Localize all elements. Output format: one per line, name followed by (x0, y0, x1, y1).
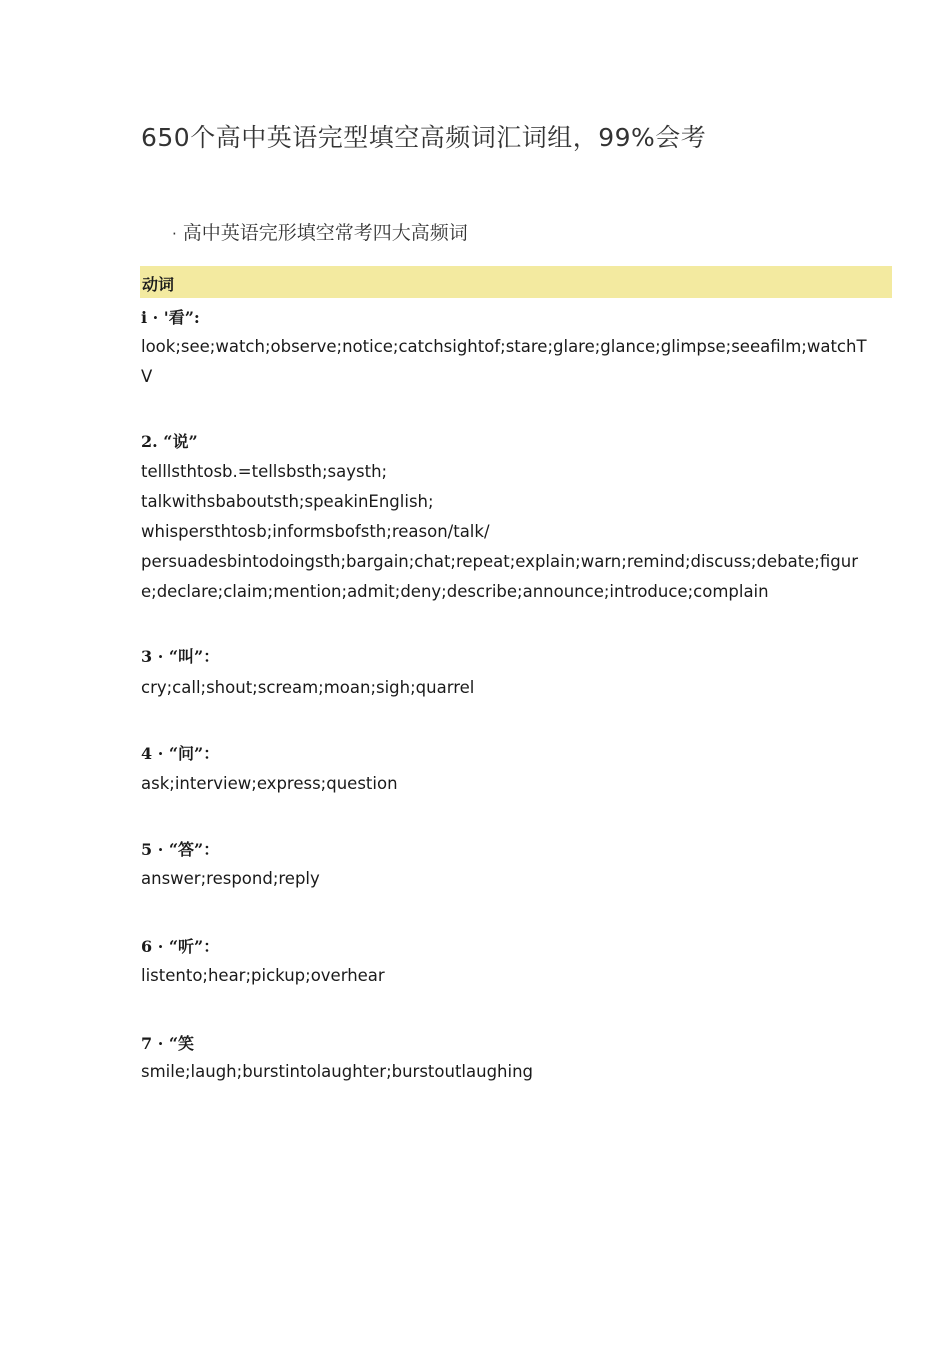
group-heading-listen: 6 · “听”： (141, 937, 220, 956)
group-words-call (141, 673, 891, 703)
word-line: listento;hear;pickup;overhear (141, 966, 385, 985)
bullet-icon: · (172, 225, 177, 243)
word-line: talkwithsbaboutsth;speakinEnglish; (141, 492, 434, 511)
group-words-answer (141, 864, 891, 894)
group-heading-call: 3 · “叫”： (141, 647, 220, 666)
word-line: telllsthtosb.=tellsbsth;saysth; (141, 462, 388, 481)
word-line: V (141, 367, 153, 386)
group-words-ask (141, 769, 891, 799)
section-label: 动词 (142, 275, 175, 294)
word-line: look;see;watch;observe;notice;catchsightof;stare;glare;glance;glimpse;seeafilm;watchT (141, 337, 867, 356)
group-heading-ask: 4 · “问”： (141, 744, 220, 763)
word-line: e;declare;claim;mention;admit;deny;describe;announce;introduce;complain (141, 582, 769, 601)
group-heading-answer: 5 · “答”： (141, 840, 220, 859)
group-heading-look: i · '看”: (141, 308, 200, 327)
subtitle-bullet-item (172, 218, 468, 245)
group-words-listen (141, 961, 891, 991)
subtitle-text: 高中英语完形填空常考四大高频词 (182, 222, 468, 244)
group-words-look (141, 332, 891, 392)
word-line: ask;interview;express;question (141, 774, 398, 793)
group-heading-laugh: 7 · “笑 (141, 1034, 195, 1053)
group-words-laugh (141, 1057, 891, 1087)
word-line: smile;laugh;burstintolaughter;burstoutlaughing (141, 1062, 534, 1081)
word-line: answer;respond;reply (141, 869, 320, 888)
page-title: 650个高中英语完型填空高频词汇词组，99%会考 (141, 123, 707, 152)
word-line: cry;call;shout;scream;moan;sigh;quarrel (141, 678, 475, 697)
group-words-say (141, 457, 891, 607)
group-heading-say: 2. “说” (141, 432, 198, 451)
word-line: whispersthtosb;informsbofsth;reason/talk/ (141, 522, 490, 541)
word-line: persuadesbintodoingsth;bargain;chat;repeat;explain;warn;remind;discuss;debate;figur (141, 552, 858, 571)
section-header-verbs (140, 266, 892, 298)
